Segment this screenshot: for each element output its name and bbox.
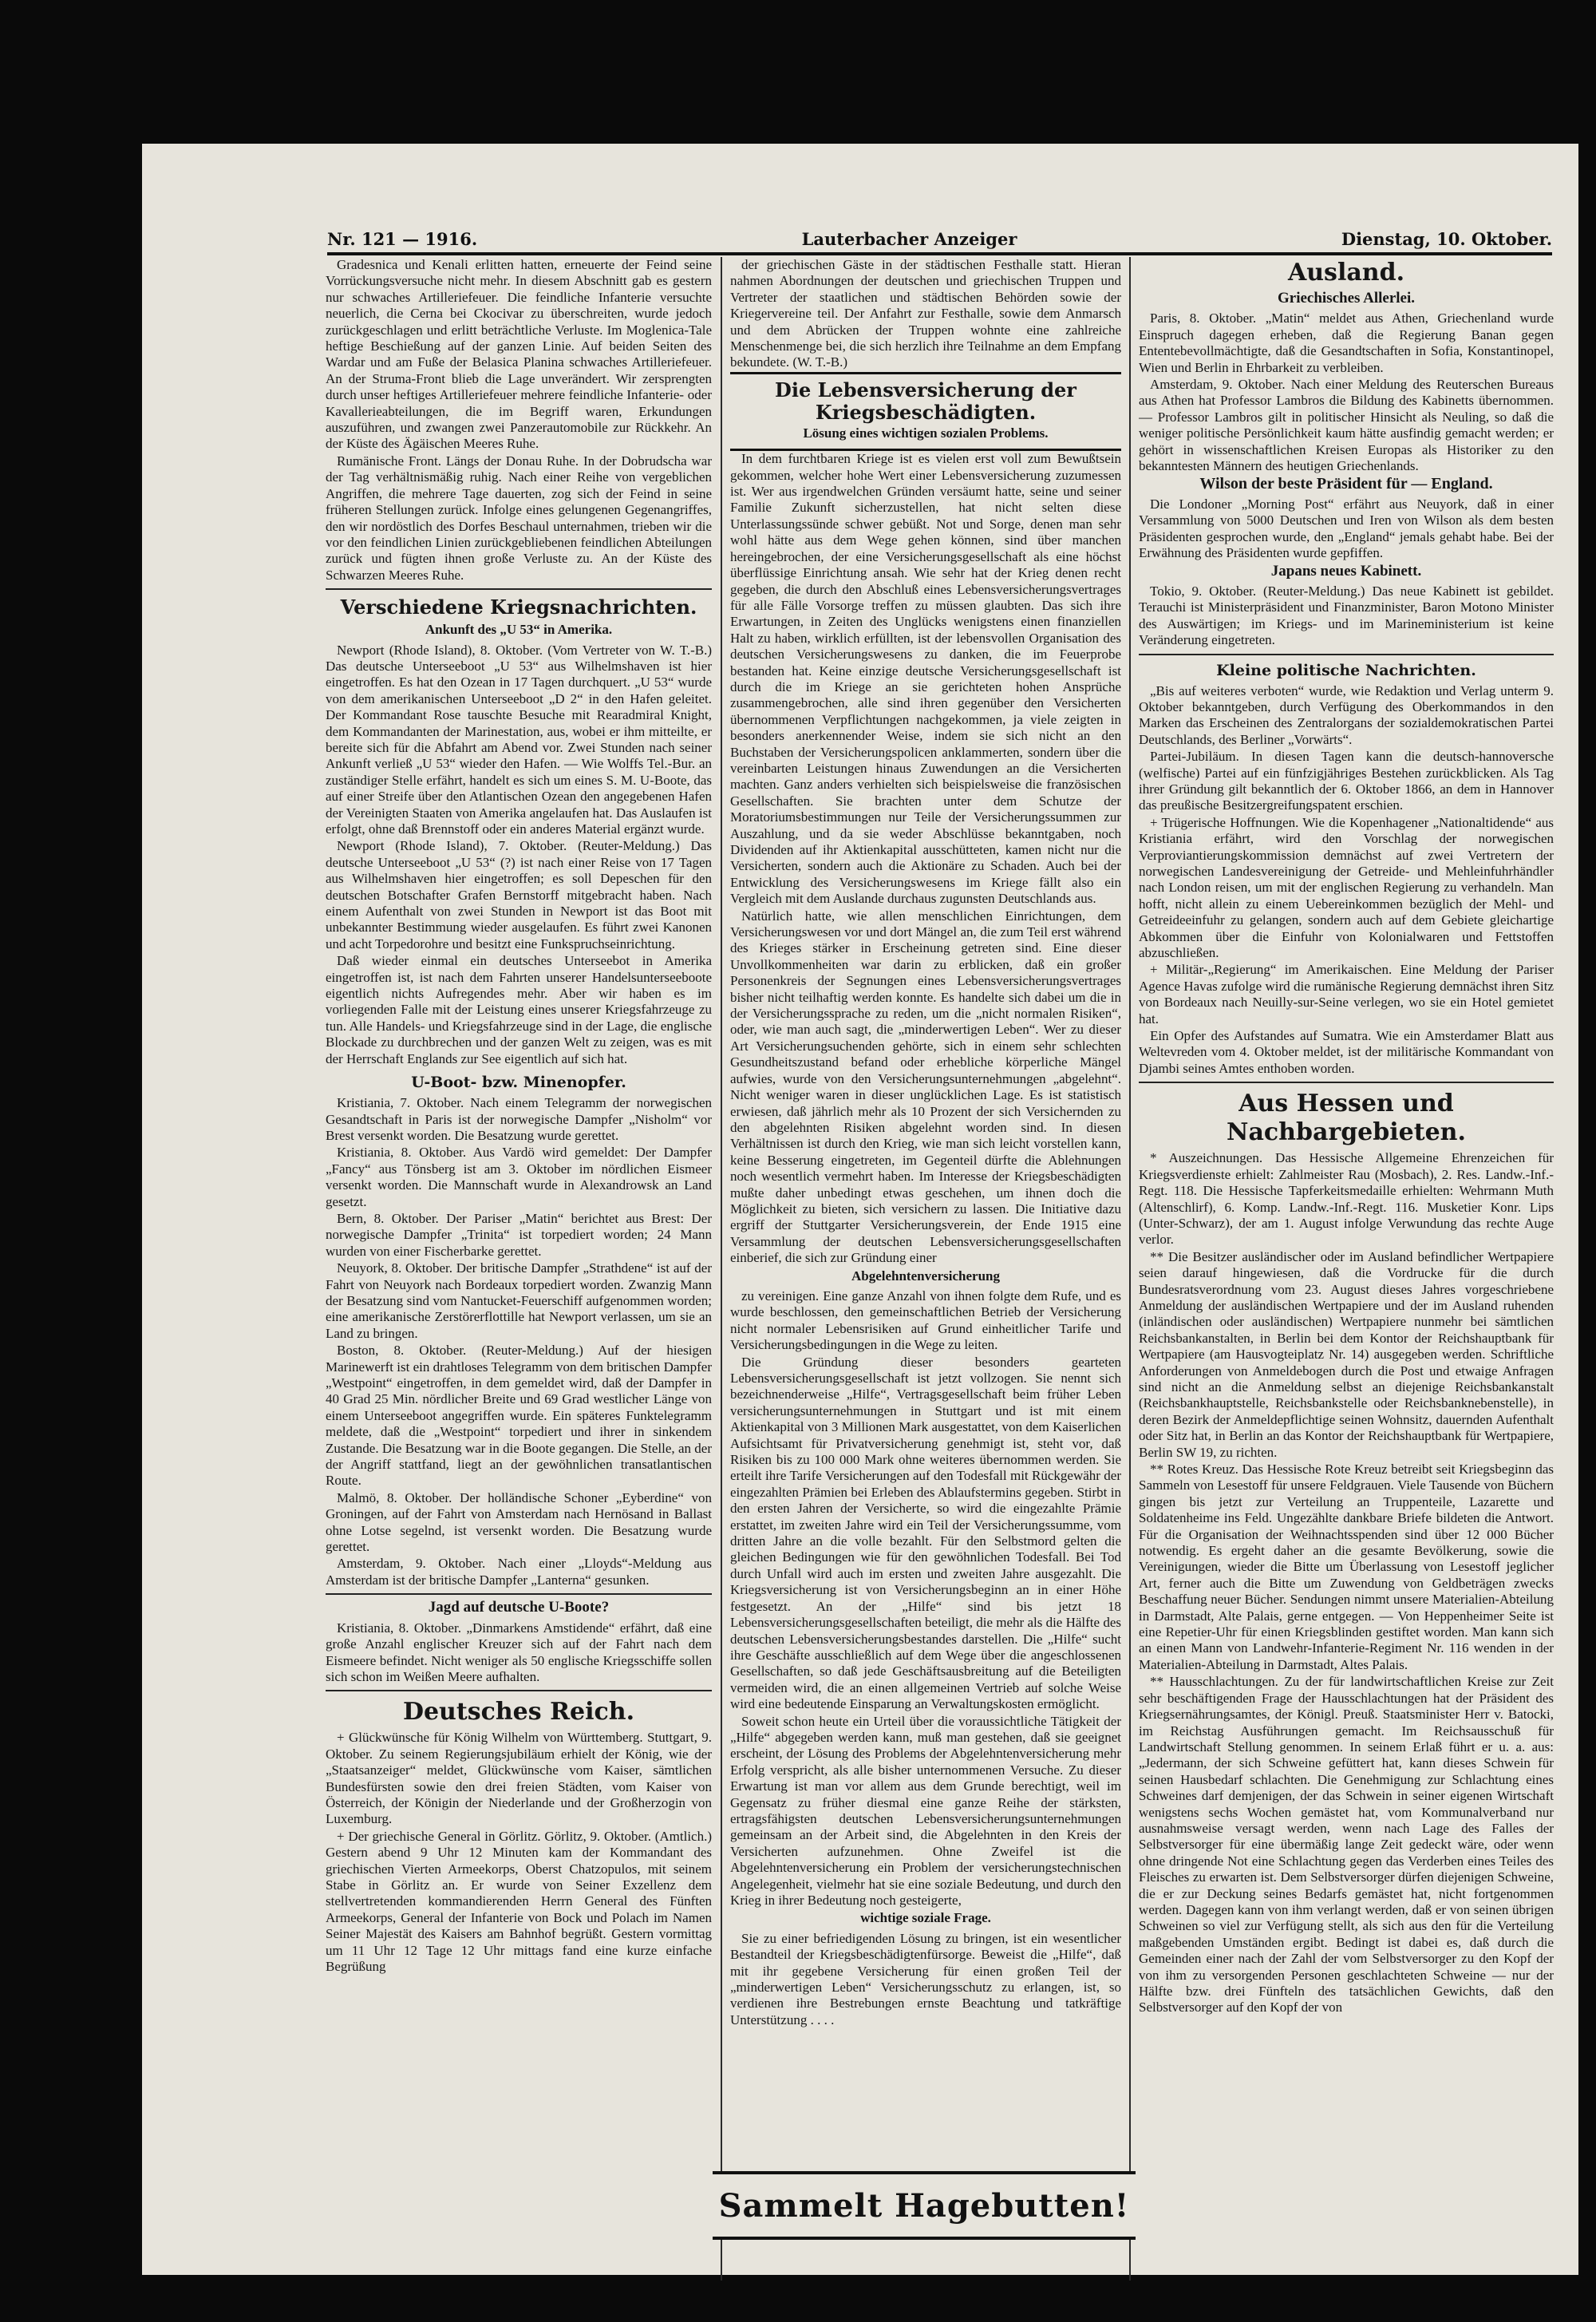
article-text: Ein Opfer des Aufstandes auf Sumatra. Wie ein Amsterdamer Blatt aus Weltevreden vom 4. Oktober meldet, ist der militärische Kommandant von Djambi seines Amtes enthoben worden.	[1139, 1028, 1554, 1076]
article-text: Tokio, 9. Oktober. (Reuter-Meldung.) Das neue Kabinett ist gebildet. Terauchi ist Ministerpräsident und Finanzminister, Baron Motono Minister des Auswärtigen; im Kriegs- und im Marineministerium ist keine Veränderung eingetreten.	[1139, 583, 1554, 648]
article-text: * Auszeichnungen. Das Hessische Allgemeine Ehrenzeichen für Kriegsverdienste erhielt: Zahlmeister Rau (Mosbach), 2. Res. Landw.-Inf.-Regt. 118. Die Hessische Tapferkeitsmedaille erhielten: Wehrmann Muth (Altenschlirf), 6. Komp. Landw.-Inf.-Regt. 116. Musketier Konr. Lips (Unter-Schwarz), der am 1. August infolge Verwundung das rechte Auge verlor.	[1139, 1150, 1554, 1248]
section-rule	[1139, 1082, 1554, 1083]
section-heading: Ausland.	[1287, 259, 1405, 287]
article-text: Soweit schon heute ein Urteil über die voraussichtliche Tätigkeit der „Hilfe“ abgegeben werden kann, muß man gestehen, daß sie geeignet erscheint, der Lösung des Problems der Abgelehntenversicherung mehr Erfolg verspricht, als alle bisher unternommenen Versuche. Zu dieser Erwartung ist man vor allem aus dem Grunde berechtigt, weil im Gegensatz zu früher diesmal eine ganze Reihe der stärksten, ertragsfähigsten deutschen Lebensversicherungsunternehmungen gemeinsam an der Arbeit sind, die Abgelehnten in den Kreis der Versicherten aufzunehmen. Ohne Zweifel ist die Abgelehntenversicherung ein Problem der versicherungstechnischen Angelegenheit, vielmehr hat sie eine soziale Bedeutung, und durch den Krieg in ihrer Bedeutung noch gesteigerte,	[730, 1713, 1121, 1908]
article-text: Natürlich hatte, wie allen menschlichen Einrichtungen, dem Versicherungswesen vor und dort Mängel an, die zum Teil erst während des Krieges stärker in Erscheinung getreten sind. Eine dieser Unvollkommenheiten war darin zu erblicken, daß ein großer Personenkreis der Segnungen eines Lebensversicherungsvertrages bisher nicht teilhaftig werden konnte. Es handelte sich dabei um die in der Versicherungssprache zu reden, um die „nicht normalen Risiken“, oder, wie man auch sagt, die „minderwertigen Leben“. Wer zu dieser Art Versicherungsuchenden gehörte, sich in einem sehr schlechten Gesundheitszustand befand oder erhebliche körperliche Mängel aufwies, wurde von den Versicherungsunternehmungen „abgelehnt“. Nicht weniger waren in dieser unglücklichen Lage. Es ist statistisch erwiesen, daß jährlich mehr als 10 Prozent der sich Versichernden zu den abgelehnten Risiken abgelehnt worden sind. In diesen Verhältnissen ist durch den Krieg, wie man sich leicht vorstellen kann, keine Besserung eingetreten, im Gegenteil dürfte die Ablehnungen noch wesentlich vermehrt haben. Im Interesse der Kriegsbeschädigten mußte daher unbedingt etwas geschehen, um ihnen doch die Möglichkeit zu bieten, sich versichern zu lassen. Die Initiative dazu ergriff der Stuttgarter Versicherungsverein, der Ende 1915 eine Versammlung der deutschen Lebensversicherungsgesellschaften einberief, die sich zur Gründung einer	[730, 908, 1121, 1266]
article-text: Sie zu einer befriedigenden Lösung zu bringen, ist ein wesentlicher Bestandteil der Kriegsbeschädigtenfürsorge. Beweist die „Hilfe“, daß mit ihr gegebene Versicherung für einen großen Teil der „minderwertigen Leben“ Versicherungsschutz zu erlangen, ist, so verdienen ihre Bestrebungen ernste Beachtung und tatkräftige Unterstützung . . . .	[730, 1930, 1121, 2027]
article-text: Paris, 8. Oktober. „Matin“ meldet aus Athen, Griechenland wurde Einspruch dagegen erheben, daß die Regierung Banan gegen Ententebevollmächtigte, daß die Gesandtschaften in Sofia, Konstantinopel, Wien und Berlin in Ehrbarkeit zu verbleiben.	[1139, 311, 1554, 375]
section-rule	[326, 588, 712, 590]
article-text: „Bis auf weiteres verboten“ wurde, wie Redaktion und Verlag unterm 9. Oktober bekanntgeben, durch Verfügung des Oberkommandos in den Marken das Erscheinen des Zentralorgans der sozialdemokratischen Partei Deutschlands, des Berliner „Vorwärts“.	[1139, 682, 1554, 747]
article-heading: Die Lebensversicherung der Kriegsbeschädigten.	[775, 378, 1077, 424]
article-text: ** Die Besitzer ausländischer oder im Ausland befindlicher Wertpapiere seien darauf hingewiesen, daß die Vordrucke für die durch Bundesratsverordnung vom 23. August dieses Jahres vorgeschriebene Anmeldung der ausländischen Wertpapiere und der im Ausland ruhenden (inländischen oder ausländischen) Wertpapiere nunmehr bei sämtlichen Reichsbankanstalten, in Berlin bei dem Kontor der Reichshauptbank für Wertpapiere (am Hausvogteiplatz Nr. 14) ausgegeben werden. Schriftliche Anforderungen von Anmeldebogen durch die Post und etwaige Anfragen sind nicht an die Anmeldung selbst an diejenige Reichsbankanstalt (Reichsbankhauptstelle, Reichsbankstelle oder Reichsbanknebenstelle), in deren Bezirk der Anmeldepflichtige seinen Wohnsitz, dauernden Aufenthalt oder Sitz hat, in Berlin an das Kontor der Reichshauptbank für Wertpapiere, Berlin SW 19, zu richten.	[1139, 1248, 1554, 1460]
banner-advertisement: Sammelt Hagebutten!	[713, 2171, 1136, 2240]
article-text: Rumänische Front. Längs der Donau Ruhe. In der Dobrudscha war der Tag verhältnismäßig ruhig. Nach einer Reihe von vergeblichen Angriffen, die mehrere Tage dauerten, zog sich der Feind in seine früheren Stellungen zurück. Infolge eines gelungenen Gegenangriffes, den wir nordöstlich des Dorfes Beschaul unternahmen, trieben wir die vor den feindlichen Linien zurückgebliebenen feindlichen Abteilungen zurück und fügten ihnen große Verluste zu. An der Küste des Schwarzen Meeres Ruhe.	[326, 453, 712, 583]
article-text: In dem furchtbaren Kriege ist es vielen erst voll zum Bewußtsein gekommen, welcher hohe Wert einer Lebensversicherung zuzumessen ist. Wer aus irgendwelchen Gründen versäumt hatte, seine und seiner Familie Zukunft sicherzustellen, hat nicht selten diese Unterlassungssünde schwer gebüßt. Not und Sorge, denen man sehr wohl hätte aus dem Wege gehen können, sind über manchen hereingebrochen, der eine Versicherungsgesellschaft als eine höchst überflüssige Einrichtung ansah. Wie sehr hat der Krieg denen recht gegeben, die durch den Abschluß eines Lebensversicherungsvertrages für alle Fälle Vorsorge treffen zu müssen glaubten. Das sich ihre Erwartungen, in Zeiten des Unglücks wenigstens einen finanziellen Halt zu haben, wirklich erfüllten, ist der lebensvollen Organisation des deutschen Versicherungswesens zu danken, die im Feuerprobe bestanden hat. Keine einzige deutsche Versicherungsgesellschaft ist durch die im Kriege an sie gerichteten hohen Ansprüche zusammengebrochen, alle sind ihren gegenüber den Versicherten übernommenen Verpflichtungen nachgekommen, ja viele zeigten in besonders anerkennender Weise, indem sie sich nicht an den Buchstaben der Versicherungspolicen anklammerten, sondern über die vereinbarten Leistungen hinaus Zuwendungen an die Versicherten machten. Ganz anders verhielten sich beispielsweise die französischen Gesellschaften. Sie brachten unter dem Schutze der Moratoriumsbestimmungen nur Teile der Versicherungssummen zur Auszahlung, und da sie weder Abschlüsse bekanntgaben, noch Dividenden auf ihr Aktienkapital ausschütteten, kamen nicht nur die Versicherten, sondern auch die Aktionäre zu Schaden. Auch bei der Entwicklung des Versicherungswesens im Kriege fällt also ein Vergleich mit dem Auslande durchaus zugunsten Deutschlands aus.	[730, 451, 1121, 907]
header-rule	[327, 252, 1552, 255]
article-text: Gradesnica und Kenali erlitten hatten, erneuerte der Feind seine Vorrückungsversuche nicht mehr. In diesem Abschnitt gab es gestern nur schwaches Artilleriefeuer. Die feindliche Infanterie versuchte neuerlich, die Cerna bei Ckocivar zu überschreiten, wurde jedoch zurückgeschlagen und erlitt beträchtliche Verluste. Im Moglenica-Tale heftige Beschießung auf der ganzen Linie. Auf beiden Seiten des Wardar und am Fuße der Belasica Planina schwaches Artilleriefeuer. An der Struma-Front blieb die Lage unverändert. Wir zersprengten durch unser heftiges Artilleriefeuer mehrere feindliche Infanterie- oder Kavallerieabteilungen, die im Begriff waren, Erkundungen auszuführen, und zwangen zwei Panzerautomobile zur Rückkehr. An der Küste des Ägäischen Meeres Ruhe.	[326, 257, 712, 452]
article-text: + Glückwünsche für König Wilhelm von Württemberg. Stuttgart, 9. Oktober. Zu seinem Regierungsjubiläum erhielt der König, wie der „Staatsanzeiger“ meldet, Glückwünsche vom Kaiser, sämtlichen Bundesfürsten sowie den drei freien Städten, vom Kaiser von Österreich, der Königin der Niederlande und der Großherzogin von Luxemburg.	[326, 1730, 712, 1827]
article-text: Amsterdam, 9. Oktober. Nach einer „Lloyds“-Meldung aus Amsterdam ist der britische Dampfer „Lanterna“ gesunken.	[326, 1556, 712, 1588]
column-2	[730, 257, 1121, 2280]
newspaper-title: Lauterbacher Anzeiger	[801, 228, 1017, 249]
section-heading: Kleine politische Nachrichten.	[1216, 661, 1476, 679]
subheading: wichtige soziale Frage.	[860, 1910, 991, 1926]
article-text: + Militär-„Regierung“ im Amerikaischen. Eine Meldung der Pariser Agence Havas zufolge wird die rumänische Regierung demnächst ihren Sitz von Bordeaux nach Neuilly-sur-Seine verlegen, wo sie ein Hotel gemietet hat.	[1139, 962, 1554, 1027]
section-heading: Verschiedene Kriegsnachrichten.	[340, 595, 697, 619]
column-1	[326, 257, 712, 2280]
section-heading: Aus Hessen und Nachbargebieten.	[1227, 1090, 1466, 1147]
article-text: ** Hausschlachtungen. Zu der für landwirtschaftlichen Kreise zur Zeit sehr beschäftigenden Frage der Hausschlachtungen hat der Präsident des Kriegsernährungsamtes, der Königl. Preuß. Staatsminister Herr v. Batocki, im Reichstag Ausführungen gemacht. Im Reichsausschuß für Landwirtschaft Stellung genommen. In seinem Erlaß führt er u. a. aus: „Jedermann, der sich Schweine gefüttert hat, kann dieses Schwein für seinen Hausbedarf schlachten. Die Genehmigung zur Schlachtung eines Schweines darf demjenigen, der das Schwein in seiner eigenen Wirtschaft wenigstens sechs Wochen gemästet hat, vom Kommunalverband nur ausnahmsweise versagt werden, wenn nach Lage des Falles der Selbstversorger für eine übermäßig lange Zeit gedeckt wäre, oder wenn ohne dringende Not eine Schlachtung gegen das Verderben eines Teiles des Fleisches zu erwarten ist. Dem Selbstversorger dürfen diejenigen Schweine, die er zur Deckung seines Bedarfs gemästet hat, nicht fortgenommen werden. Dagegen kann von ihm verlangt werden, daß er von seinen übrigen Schweinen so viel zur Verfügung stellt, als sich aus den für die Verteilung maßgebenden Umständen ergibt. Bedingt ist dabei es, daß durch die Gemeinden einer nach der Zahl der vom Selbstversorger zu den Kopf der von ihm zu versorgenden Personen geschlachteten Schweine — nur der Hälfte bzw. drei Fünfteln des tatsächlichen Gewichts, daß den Selbstversorger auf den Kopf der von	[1139, 1674, 1554, 2015]
article-text: Die Gründung dieser besonders gearteten Lebensversicherungsgesellschaft ist jetzt vollzogen. Sie nennt sich bezeichnenderweise „Hilfe“, Vertragsgesellschaft beim früher Leben versicherungsunternehmungen in Stuttgart und ist mit einem Aktienkapital von 3 Millionen Mark ausgestattet, von dem Kaiserlichen Aufsichtsamt für Privatversicherung genehmigt ist, steht vor, daß Risiken bis zu 100 000 Mark ohne weiteres übernommen werden. Sie erteilt ihre Tarife Versicherungen auf den Todesfall mit Rückgewähr der eingezahlten Prämien bei Erleben des Ablaufstermins gegeben. Stirbt in den ersten Jahren der Versicherte, so wird die eingezahlte Prämie erstattet, im zweiten Jahre wird ein Teil der Versicherungssumme, vom dritten Jahre an die volle bezahlt. Für den Selbstmord gelten die gleichen Bedingungen wie für den gewöhnlichen Todesfall. Bei Tod durch Unfall wird auch im ersten und zweiten Jahre ausgezahlt. Die Kriegsversicherung ist von Versicherungsbeginn an in einer Höhe festgesetzt. An der „Hilfe“ sind bis jetzt 18 Lebensversicherungsgesellschaften beteiligt, die mehr als die Hälfte des deutschen Lebensversicherungsbestandes darstellen. Die „Hilfe“ sucht ihre Geschäfte ausschließlich auf dem Wege über die angeschlossenen Gesellschaften, so daß jede Geschäftsausbreitung auf die Beteiligten vermeiden wird, die an einen allgemeinen Vertrieb auf solche Weise wird eine bedeutende Einsparung an Verwaltungskosten ermöglicht.	[730, 1354, 1121, 1712]
article-text: + Trügerische Hoffnungen. Wie die Kopenhagener „Nationaltidende“ aus Kristiania erfährt, wird den Vorschlag der norwegischen Verproviantierungskommission demnächst auf zwei Vertretern der norwegischen Landesvereinigung der Getreide- und Mehleinfuhrhändler nach London reisen, um mit der englischen Regierung zu verhandeln. Man hofft, nicht allein zu einem Uebereinkommen bezüglich der Mehl- und Getreideeinfuhr zu gelangen, sondern auch auf dem Gebiete gleichartige Abkommen über die Einfuhr von Kolonialwaren und Fettstoffen abzuschließen.	[1139, 814, 1554, 961]
subheading: Japans neues Kabinett.	[1270, 562, 1422, 580]
subheading: Abgelehntenversicherung	[851, 1268, 1001, 1284]
subheading: Jagd auf deutsche U-Boote?	[428, 1599, 610, 1616]
column-3	[1139, 257, 1554, 2280]
article-text: Amsterdam, 9. Oktober. Nach einer Meldung des Reuterschen Bureaus aus Athen hat Professor Lambros die Bildung des Kabinetts übernommen. — Professor Lambros gilt in politischer Hinsicht als Neuling, so daß die weniger politische Persönlichkeit kaum hätte ausfindig gemacht werden; er gehört in wissenschaftlichen Kreisen Europas als Historiker zu den bekanntesten Männern des heutigen Griechenlands.	[1139, 377, 1554, 474]
column-divider	[721, 257, 722, 2280]
article-text: zu vereinigen. Eine ganze Anzahl von ihnen folgte dem Rufe, und es wurde beschlossen, den gemeinschaftlichen Betrieb der Versicherung nicht normaler Lebensrisiken auf Grund einheitlicher Tarife und Versicherungsbedingungen in die Wege zu leiten.	[730, 1288, 1121, 1353]
page-header	[327, 227, 1552, 251]
article-text: Boston, 8. Oktober. (Reuter-Meldung.) Auf der hiesigen Marinewerft ist ein drahtloses Telegramm von dem britischen Dampfer „Westpoint“ eingetroffen, in dem gemeldet wird, daß der Dampfer in 40 Grad 25 Min. nördlicher Breite und 69 Grad westlicher Länge von einem Unterseeboot angegriffen wurde. Ein späteres Funktelegramm meldete, daß die „Westpoint“ torpediert und ihrer in sinkendem Zustande. Die Besatzung war in die Boote gegangen. Die Stelle, an der der Angriff stattfand, liegt an der gewöhnlichen transatlantischen Route.	[326, 1343, 712, 1489]
article-text: ** Rotes Kreuz. Das Hessische Rote Kreuz betreibt seit Kriegsbeginn das Sammeln von Lesestoff für unsere Feldgrauen. Viele Tausende von Büchern gingen bis jetzt zur Verteilung an Truppenteile, Lazarette und Soldatenheime ins Feld. Ungezählte dankbare Briefe bildeten die Antwort. Für die Organisation der Weihnachtsspenden sind über 12 000 Bücher notwendig. Es ergeht daher an die gesamte Bevölkerung, sowie die Vereinigungen, wieder die Bitte um Überlassung von Lesestoff jeglicher Art, ferner auch die Bitte um Zuwendung von Geldbeträgen zwecks Beschaffung neuer Bücher. Sendungen nimmt unsere Materialien-Abteilung in Darmstadt, Alte Palais, gerne entgegen. — Von Heppenheimer Seite ist eine Repetier-Uhr für einen Kriegsblinden gestiftet worden. Man kann sich an einen Mann von Landwehr-Infanterie-Regiment Nr. 116 wenden in der Materialien-Abteilung in Darmstadt, Altes Palais.	[1139, 1462, 1554, 1672]
section-rule	[326, 1690, 712, 1691]
issue-number: Nr. 121 — 1916.	[327, 228, 478, 249]
article-text: der griechischen Gäste in der städtischen Festhalle statt. Hieran nahmen Abordnungen der deutschen und griechischen Truppen und Vertreter der staatlichen und städtischen Behörden sowie der Kriegervereine teil. Der Anfahrt zur Festhalle, sowie dem Anmarsch und dem Abrücken der Truppen wohnte eine zahlreiche Menschenmenge bei, die sich herzlich ihre Teilnahme an dem Empfang bekundete. (W. T.-B.)	[730, 257, 1121, 370]
article-text: Kristiania, 8. Oktober. Aus Vardö wird gemeldet: Der Dampfer „Fancy“ aus Tönsberg ist am 3. Oktober im nördlichen Eismeer versenkt worden. Die Mannschaft wurde in Alexandrowsk an Land gesetzt.	[326, 1145, 712, 1209]
section-rule	[326, 1593, 712, 1595]
subheading: Lösung eines wichtigen sozialen Problems.	[803, 425, 1049, 441]
article-header-box	[730, 372, 1121, 451]
article-text: Daß wieder einmal ein deutsches Unterseebot in Amerika eingetroffen ist, ist nach dem Fahrten unserer Handelsunterseeboote eigentlich nichts Aufregendes mehr. Aber wir haben es im vorliegenden Falle mit der Leistung eines unserer Kriegsfahrzeuge zu tun. Alle Handels- und Kriegsfahrzeuge sind in der Lage, die englische Blockade zu durchbrechen und der ganzen Welt zu zeigen, was es mit der Herrschaft Englands zur See eigentlich auf sich hat.	[326, 953, 712, 1066]
section-rule	[1139, 654, 1554, 655]
subheading: Ankunft des „U 53“ in Amerika.	[425, 622, 613, 638]
section-heading: U-Boot- bzw. Minenopfer.	[411, 1074, 626, 1092]
article-text: Die Londoner „Morning Post“ erfährt aus Neuyork, daß in einer Versammlung von 5000 Deutschen und Iren von Wilson als dem besten Präsidenten gesprochen wurde, den „England“ jemals gehabt habe. Bei der Erwähnung des Präsidenten wurde gepfiffen.	[1139, 496, 1554, 561]
article-text: Partei-Jubiläum. In diesen Tagen kann die deutsch-hannoversche (welfische) Partei auf ein fünfzigjähriges Bestehen zurückblicken. Als Tag ihrer Gründung gilt bekanntlich der 6. Oktober 1866, an dem in Hannover das preußische Besitzergreifungspatent erschien.	[1139, 749, 1554, 813]
issue-date: Dienstag, 10. Oktober.	[1341, 228, 1552, 249]
article-text: Newport (Rhode Island), 8. Oktober. (Vom Vertreter von W. T.-B.) Das deutsche Unterseeboot „U 53“ aus Wilhelmshaven ist hier eingetroffen. Es hat den Ozean in 17 Tagen durchquert. „U 53“ wurde von dem amerikanischen Unterseeboot „D 2“ in den Hafen geleitet. Der Kommandant Rose tauschte Besuche mit Rearadmiral Knight, dem Kommandanten der Marinestation, aus, wobei er ihm mitteilte, er bereite sich für die Abfahrt am Abend vor. Zwei Stunden nach seiner Ankunft verließ „U 53“ wieder den Hafen. — Wie Wolffs Tel.-Bur. an zuständiger Stelle erfährt, handelt es sich um eines S. M. U-Boote, das auf einer Streife über den Atlantischen Ozean den angegebenen Hafen der Vereinigten Staaten von Amerika angelaufen hat. Das Auslaufen ist erfolgt, ohne daß Brennstoff oder ein anderes Material ergänzt wurde.	[326, 642, 712, 837]
column-divider	[1129, 257, 1131, 2280]
section-heading: Deutsches Reich.	[402, 1698, 635, 1727]
article-text: Neuyork, 8. Oktober. Der britische Dampfer „Strathdene“ ist auf der Fahrt von Neuyork nach Bordeaux torpediert worden. Zwanzig Mann der Besatzung sind vom Nantucket-Feuerschiff aufgenommen worden; eine amerikanische Zerstörerflottille hat Newport verlassen, um sie an Land zu bringen.	[326, 1260, 712, 1341]
article-text: Malmö, 8. Oktober. Der holländische Schoner „Eyberdine“ von Groningen, auf der Fahrt von Amsterdam nach Hernösand in Ballast ohne Lotse segelnd, ist versenkt worden. Die Besatzung wurde gerettet.	[326, 1489, 712, 1555]
subheading: Griechisches Allerlei.	[1277, 290, 1415, 307]
article-text: + Der griechische General in Görlitz. Görlitz, 9. Oktober. (Amtlich.) Gestern abend 9 Uhr 12 Minuten kam der Kommandant des griechischen Vierten Armeekorps, Oberst Chatzopulos, mit seinem Stabe in Görlitz an. Er wurde von Seiner Exzellenz dem stellvertretenden kommandierenden Herrn General des Fünften Armeekorps, General der Infanterie von Bock und Polach im Namen Seiner Majestät des Kaisers am Bahnhof begrüßt. Gestern vormittag um 11 Uhr 12 Tage 12 Uhr mittags fand eine kurze einfache Begrüßung	[326, 1828, 712, 1974]
article-text: Bern, 8. Oktober. Der Pariser „Matin“ berichtet aus Brest: Der norwegische Dampfer „Trinita“ ist torpediert worden; 24 Mann wurden von einer Fischerbarke gerettet.	[326, 1210, 712, 1259]
subheading: Wilson der beste Präsident für — England.	[1199, 475, 1493, 493]
article-text: Kristiania, 7. Oktober. Nach einem Telegramm der norwegischen Gesandtschaft in Paris ist der norwegische Dampfer „Nisholm“ vor Brest versenkt worden. Die Besatzung wurde gerettet.	[326, 1095, 712, 1143]
article-text: Newport (Rhode Island), 7. Oktober. (Reuter-Meldung.) Das deutsche Unterseeboot „U 53“ (?) ist nach einer Reise von 17 Tagen aus Wilhelmshaven hier eingetroffen; es soll Depeschen für den deutschen Botschafter Grafen Bernstorff mitgebracht haben. Nach einem Aufenthalt von zwei Stunden in Newport ist das Boot mit unbekannter Bestimmung wieder ausgelaufen. Es führt zwei Kanonen und acht Torpedorohre und besitzt eine Funkspruchseinrichtung.	[326, 838, 712, 951]
article-text: Kristiania, 8. Oktober. „Dinmarkens Amstidende“ erfährt, daß eine große Anzahl englischer Kreuzer sich auf der Fahrt nach dem Eismeere befindet. Nicht weniger als 50 englische Kriegsschiffe sollen sich schon im Weißen Meere aufhalten.	[326, 1620, 712, 1684]
